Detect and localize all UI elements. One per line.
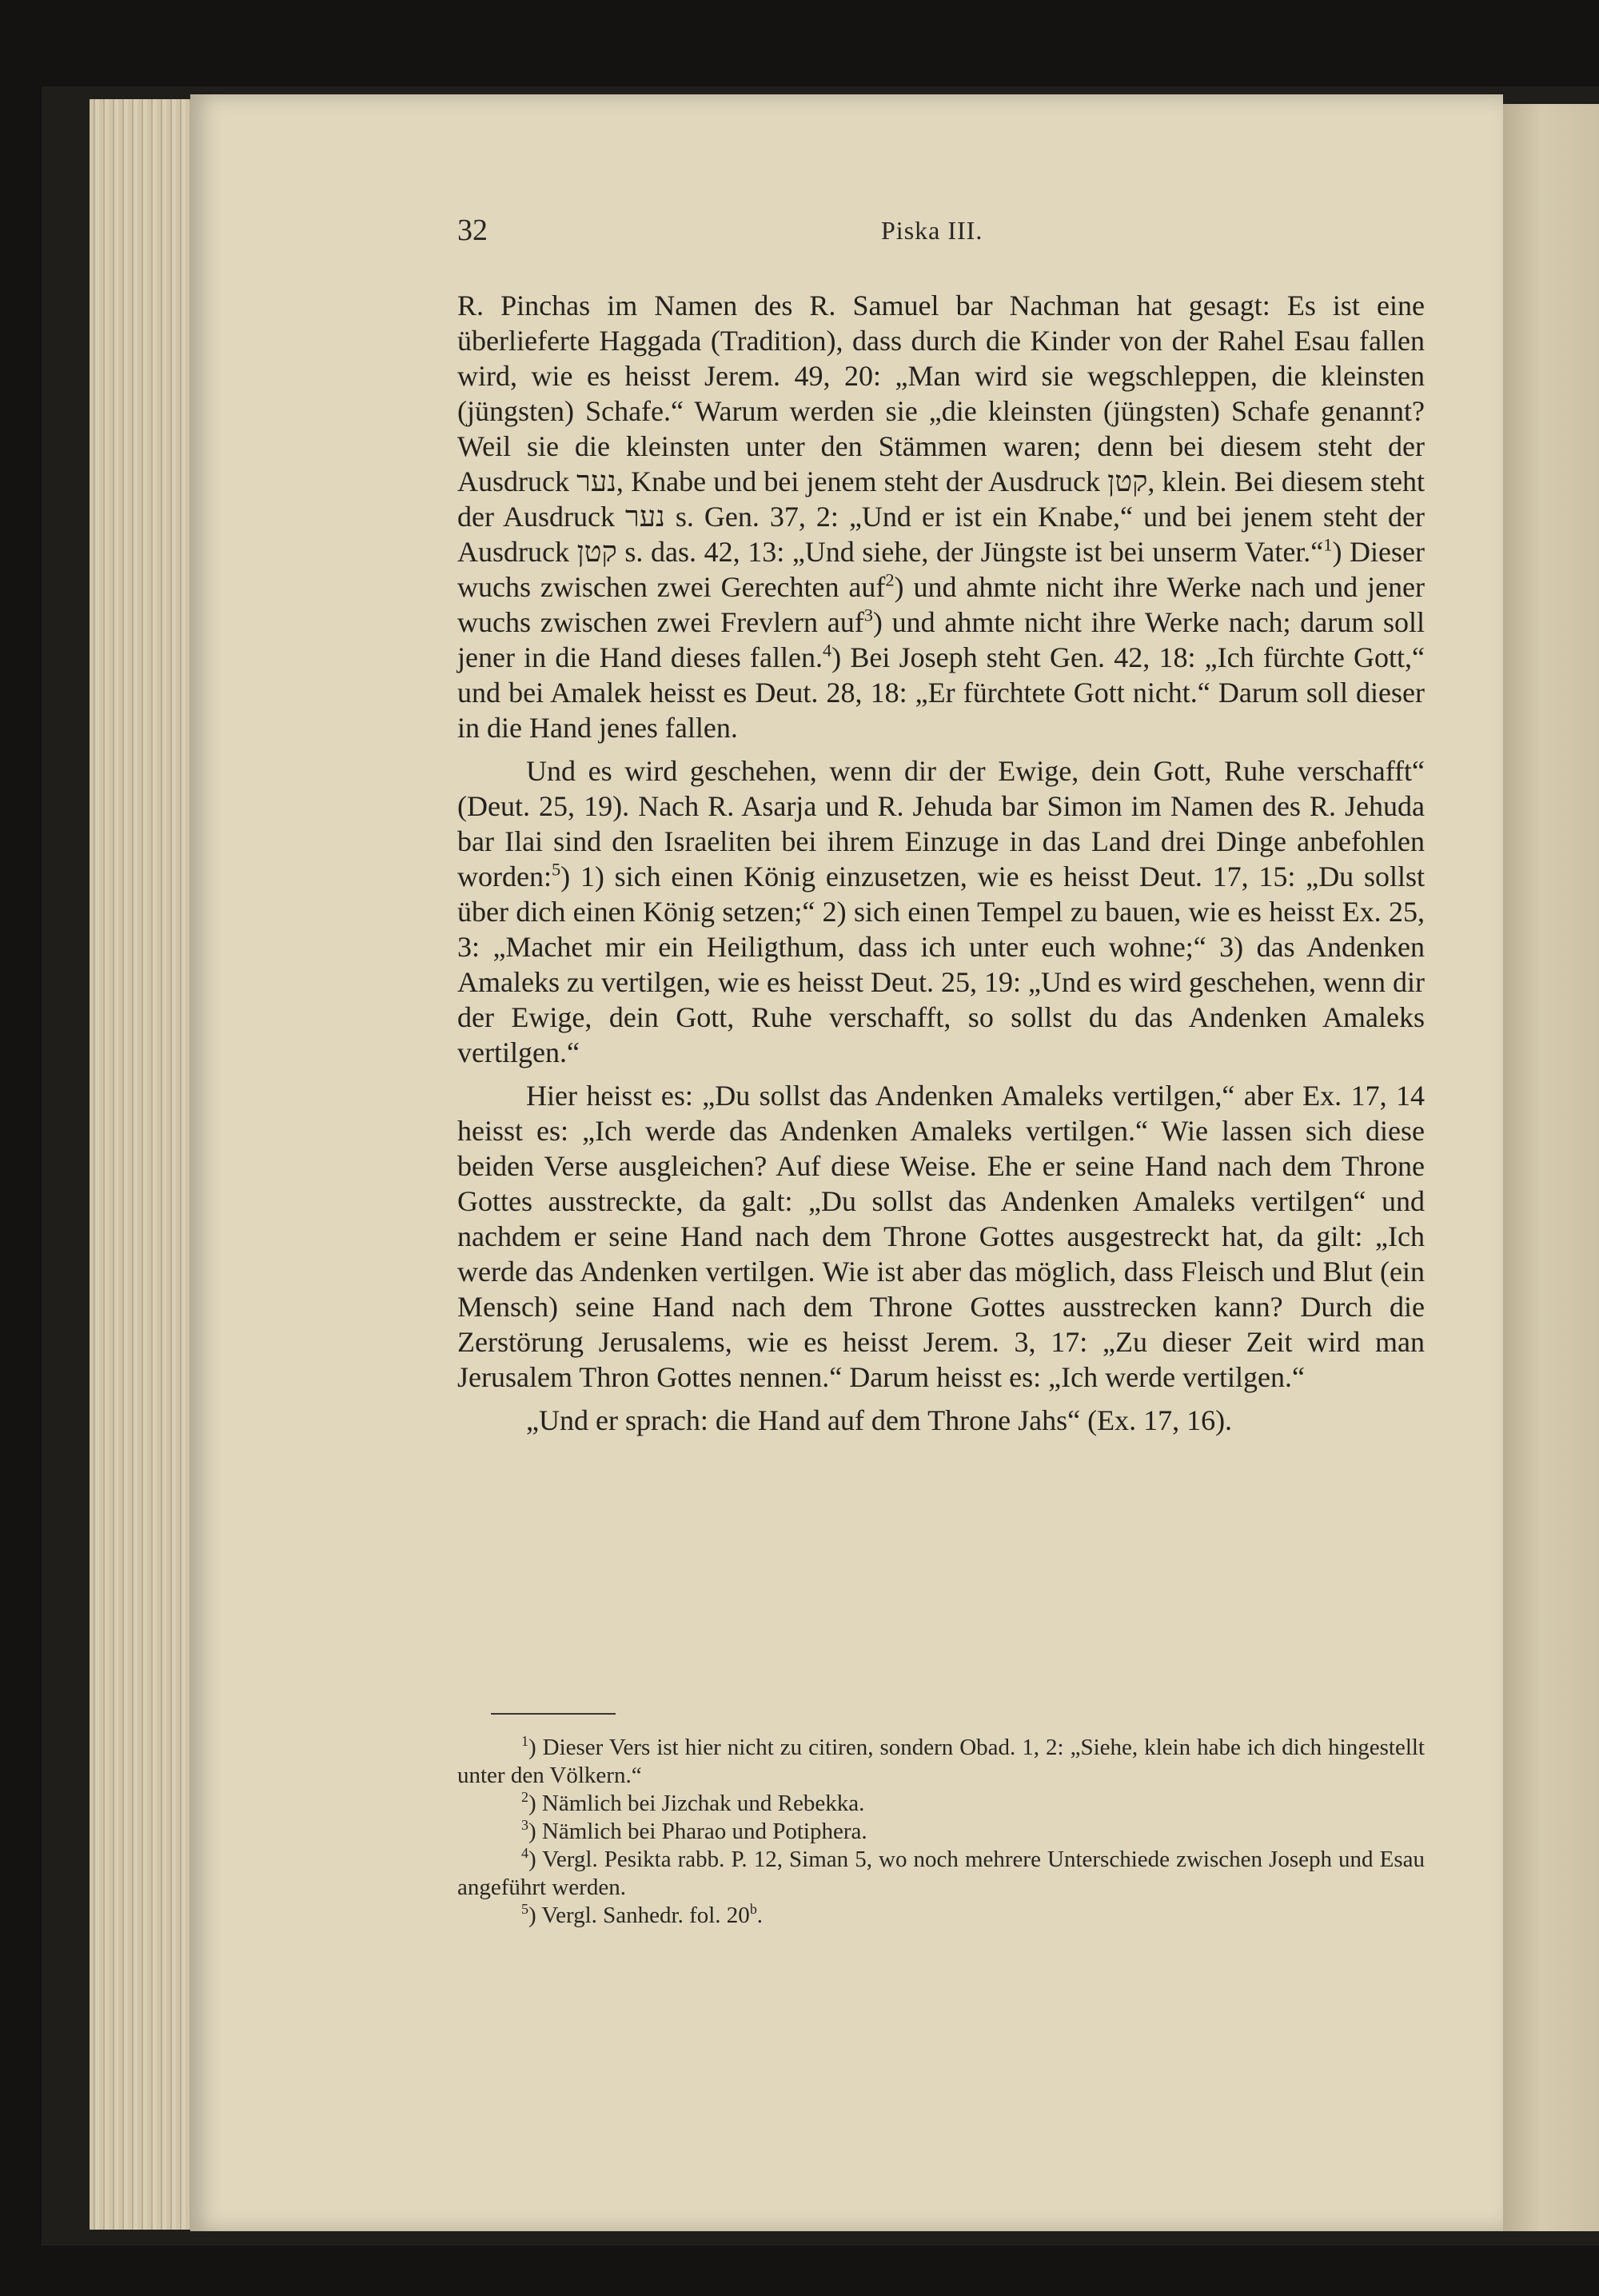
footnote-ref-3: 3: [863, 605, 873, 625]
page-header: [457, 213, 1425, 261]
footnote-1: $^1$) Dieser Vers ist hier nicht zu citiren, sondern Obad. 1, 2: „Siehe, klein habe ich dich hingestellt unter den Völkern.“: [457, 1733, 1425, 1788]
footnote-ref-4: 4: [822, 640, 832, 661]
footnote-ref-2: 2: [885, 569, 895, 590]
footnote-ref-1: 1: [1323, 534, 1333, 555]
paragraph-3: Hier heisst es: „Du sollst das Andenken Amaleks vertilgen,“ aber Ex. 17, 14 heisst es: „Ich werde das Andenken Amaleks vertilgen.“ Wie lassen sich diese beiden Verse ausgleichen? Auf diese Weise. Ehe er seine Hand nach dem Throne Gottes ausstreckte, da galt: „Du sollst das Andenken Amaleks vertilgen“ und nachdem er seine Hand nach dem Throne Gottes ausgestreckt hat, da gilt: „Ich werde das Andenken vertilgen. Wie ist aber das möglich, dass Fleisch und Blut (ein Mensch) seine Hand nach dem Throne Gottes ausstrecken kann? Durch die Zerstörung Jerusalems, wie es heisst Jerem. 3, 17: „Zu dieser Zeit wird man Jerusalem Thron Gottes nennen.“ Darum heisst es: „Ich werde vertilgen.“: [457, 1080, 1425, 1393]
paragraph-2: Und es wird geschehen, wenn dir der Ewige, dein Gott, Ruhe verschafft“ (Deut. 25, 19). Nach R. Asarja und R. Jehuda bar Simon im Namen des R. Jehuda bar Ilai sind den Israeliten bei ihrem Einzuge in das Land drei Dinge anbefohlen worden:$^5$) 1) sich einen König einzusetzen, wie es heisst Deut. 17, 15: „Du sollst über dich einen König setzen;“ 2) sich einen Tempel zu bauen, wie es heisst Ex. 25, 3: „Machet mir ein Heiligthum, dass ich unter euch wohne;“ 3) das Andenken Amaleks zu vertilgen, wie es heisst Deut. 25, 19: „Und es wird geschehen, wenn dir der Ewige, dein Gott, Ruhe verschafft, so sollst du das Andenken Amaleks vertilgen.“: [457, 755, 1425, 1068]
page-edges: [90, 99, 195, 2230]
footnote-divider: [491, 1713, 616, 1715]
paragraph-1: R. Pinchas im Namen des R. Samuel bar Nachman hat gesagt: Es ist eine überlieferte Haggada (Tradition), dass durch die Kinder von der Rahel Esau fallen wird, wie es heisst Jerem. 49, 20: „Man wird sie wegschleppen, die kleinsten (jüngsten) Schafe.“ Warum werden sie „die kleinsten (jüngsten) Schafe genannt? Weil sie die kleinsten unter den Stämmen waren; denn bei diesem steht der Ausdruck נער, Knabe und bei jenem steht der Ausdruck קטן, klein. Bei diesem steht der Ausdruck נער s. Gen. 37, 2: „Und er ist ein Knabe,“ und bei jenem steht der Ausdruck קטן s. das. 42, 13: „Und siehe, der Jüngste ist bei unserm Vater.“$^1$) Dieser wuchs zwischen zwei Gerechten auf$^2$) und ahmte nicht ihre Werke nach und jener wuchs zwischen zwei Frevlern auf$^3$) und ahmte nicht ihre Werke nach; darum soll jener in die Hand dieses fallen.$^4$) Bei Joseph steht Gen. 42, 18: „Ich fürchte Gott,“ und bei Amalek heisst es Deut. 28, 18: „Er fürchtete Gott nicht.“ Darum soll dieser in die Hand jenes fallen.: [457, 289, 1426, 744]
footnotes: [457, 1734, 1425, 1930]
footnote-3: $^3$) Nämlich bei Pharao und Potiphera.: [521, 1817, 867, 1844]
facing-page-edge: [1503, 104, 1599, 2231]
main-text: [457, 288, 1425, 1446]
footnote-5: $^5$) Vergl. Sanhedr. fol. 20$^b$.: [521, 1901, 764, 1928]
paragraph-4: „Und er sprach: die Hand auf dem Throne Jahs“ (Ex. 17, 16).: [526, 1404, 1233, 1436]
page-number: 32: [457, 214, 488, 247]
running-title: Piska III.: [881, 216, 983, 245]
footnote-4: $^4$) Vergl. Pesikta rabb. P. 12, Siman 5, wo noch mehrere Unterschiede zwischen Joseph und Esau angeführt werden.: [457, 1845, 1425, 1900]
footnote-ref-5: 5: [551, 859, 561, 880]
footnote-2: $^2$) Nämlich bei Jizchak und Rebekka.: [521, 1789, 865, 1816]
